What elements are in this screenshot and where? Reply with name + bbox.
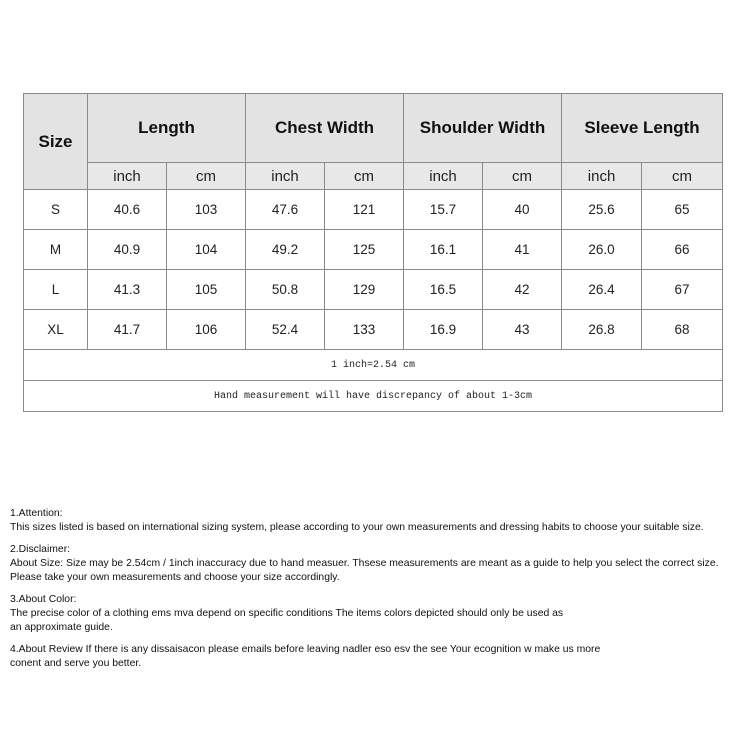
- table-cell: 26.8: [562, 310, 642, 350]
- size-label: L: [24, 270, 88, 310]
- note-title: 1.Attention:: [10, 508, 63, 519]
- table-cell: 16.9: [404, 310, 483, 350]
- table-cell: 40: [483, 190, 562, 230]
- unit-header: cm: [167, 163, 246, 190]
- unit-header: inch: [246, 163, 325, 190]
- table-cell: 41.7: [88, 310, 167, 350]
- note-line: 4.About Review If there is any dissaisacon please emails before leaving nadler eso esv the see Your ecognition w make us more: [10, 644, 601, 655]
- color-note: [10, 593, 745, 635]
- table-cell: 133: [325, 310, 404, 350]
- table-cell: 121: [325, 190, 404, 230]
- note-title: 3.About Color:: [10, 594, 77, 605]
- table-cell: 67: [642, 270, 723, 310]
- note-line: About Size: Size may be 2.54cm / 1inch inaccuracy due to hand measuer. Thsese measurements are meant as a guide to help you select the correct size.: [10, 558, 719, 569]
- shoulder-width-header: Shoulder Width: [404, 94, 562, 163]
- table-cell: 104: [167, 230, 246, 270]
- table-cell: 125: [325, 230, 404, 270]
- note-line: This sizes listed is based on international sizing system, please according to your own measurements and dressing habits to choose your suitable size.: [10, 522, 704, 533]
- table-cell: 52.4: [246, 310, 325, 350]
- table-cell: 50.8: [246, 270, 325, 310]
- chest-width-header: Chest Width: [246, 94, 404, 163]
- table-cell: 103: [167, 190, 246, 230]
- review-note: [10, 643, 745, 671]
- table-cell: 105: [167, 270, 246, 310]
- measurement-row: [24, 381, 723, 412]
- size-label: S: [24, 190, 88, 230]
- table-row: [24, 270, 723, 310]
- table-cell: 49.2: [246, 230, 325, 270]
- table-cell: 40.6: [88, 190, 167, 230]
- unit-header: cm: [642, 163, 723, 190]
- attention-note: [10, 507, 745, 535]
- unit-header: cm: [325, 163, 404, 190]
- measurement-note: Hand measurement will have discrepancy of about 1-3cm: [24, 381, 723, 412]
- table-cell: 41.3: [88, 270, 167, 310]
- table-cell: 26.0: [562, 230, 642, 270]
- table-cell: 47.6: [246, 190, 325, 230]
- disclaimer-note: [10, 543, 745, 585]
- length-header: Length: [88, 94, 246, 163]
- table-cell: 26.4: [562, 270, 642, 310]
- unit-header: inch: [88, 163, 167, 190]
- table-cell: 66: [642, 230, 723, 270]
- note-line: The precise color of a clothing ems mva depend on specific conditions The items colors depicted should only be used as: [10, 608, 564, 619]
- unit-header-row: [24, 163, 723, 190]
- sleeve-length-header: Sleeve Length: [562, 94, 723, 163]
- size-header: Size: [24, 94, 88, 190]
- table-row: [24, 230, 723, 270]
- unit-header: inch: [404, 163, 483, 190]
- table-cell: 65: [642, 190, 723, 230]
- note-line: an approximate guide.: [10, 622, 113, 633]
- table-cell: 16.1: [404, 230, 483, 270]
- table-cell: 129: [325, 270, 404, 310]
- table-cell: 15.7: [404, 190, 483, 230]
- table-cell: 68: [642, 310, 723, 350]
- group-header-row: [24, 94, 723, 163]
- table-cell: 25.6: [562, 190, 642, 230]
- size-label: XL: [24, 310, 88, 350]
- table-cell: 40.9: [88, 230, 167, 270]
- table-cell: 41: [483, 230, 562, 270]
- table-row: [24, 190, 723, 230]
- unit-header: cm: [483, 163, 562, 190]
- conversion-note: 1 inch=2.54 cm: [24, 350, 723, 381]
- size-chart-table: [23, 93, 723, 412]
- note-title: 2.Disclaimer:: [10, 544, 71, 555]
- table-cell: 42: [483, 270, 562, 310]
- table-cell: 106: [167, 310, 246, 350]
- note-line: Please take your own measurements and choose your size accordingly.: [10, 572, 340, 583]
- table-row: [24, 310, 723, 350]
- size-label: M: [24, 230, 88, 270]
- notes-section: [10, 507, 745, 679]
- table-cell: 16.5: [404, 270, 483, 310]
- unit-header: inch: [562, 163, 642, 190]
- conversion-row: [24, 350, 723, 381]
- table-cell: 43: [483, 310, 562, 350]
- note-line: conent and serve you better.: [10, 658, 142, 669]
